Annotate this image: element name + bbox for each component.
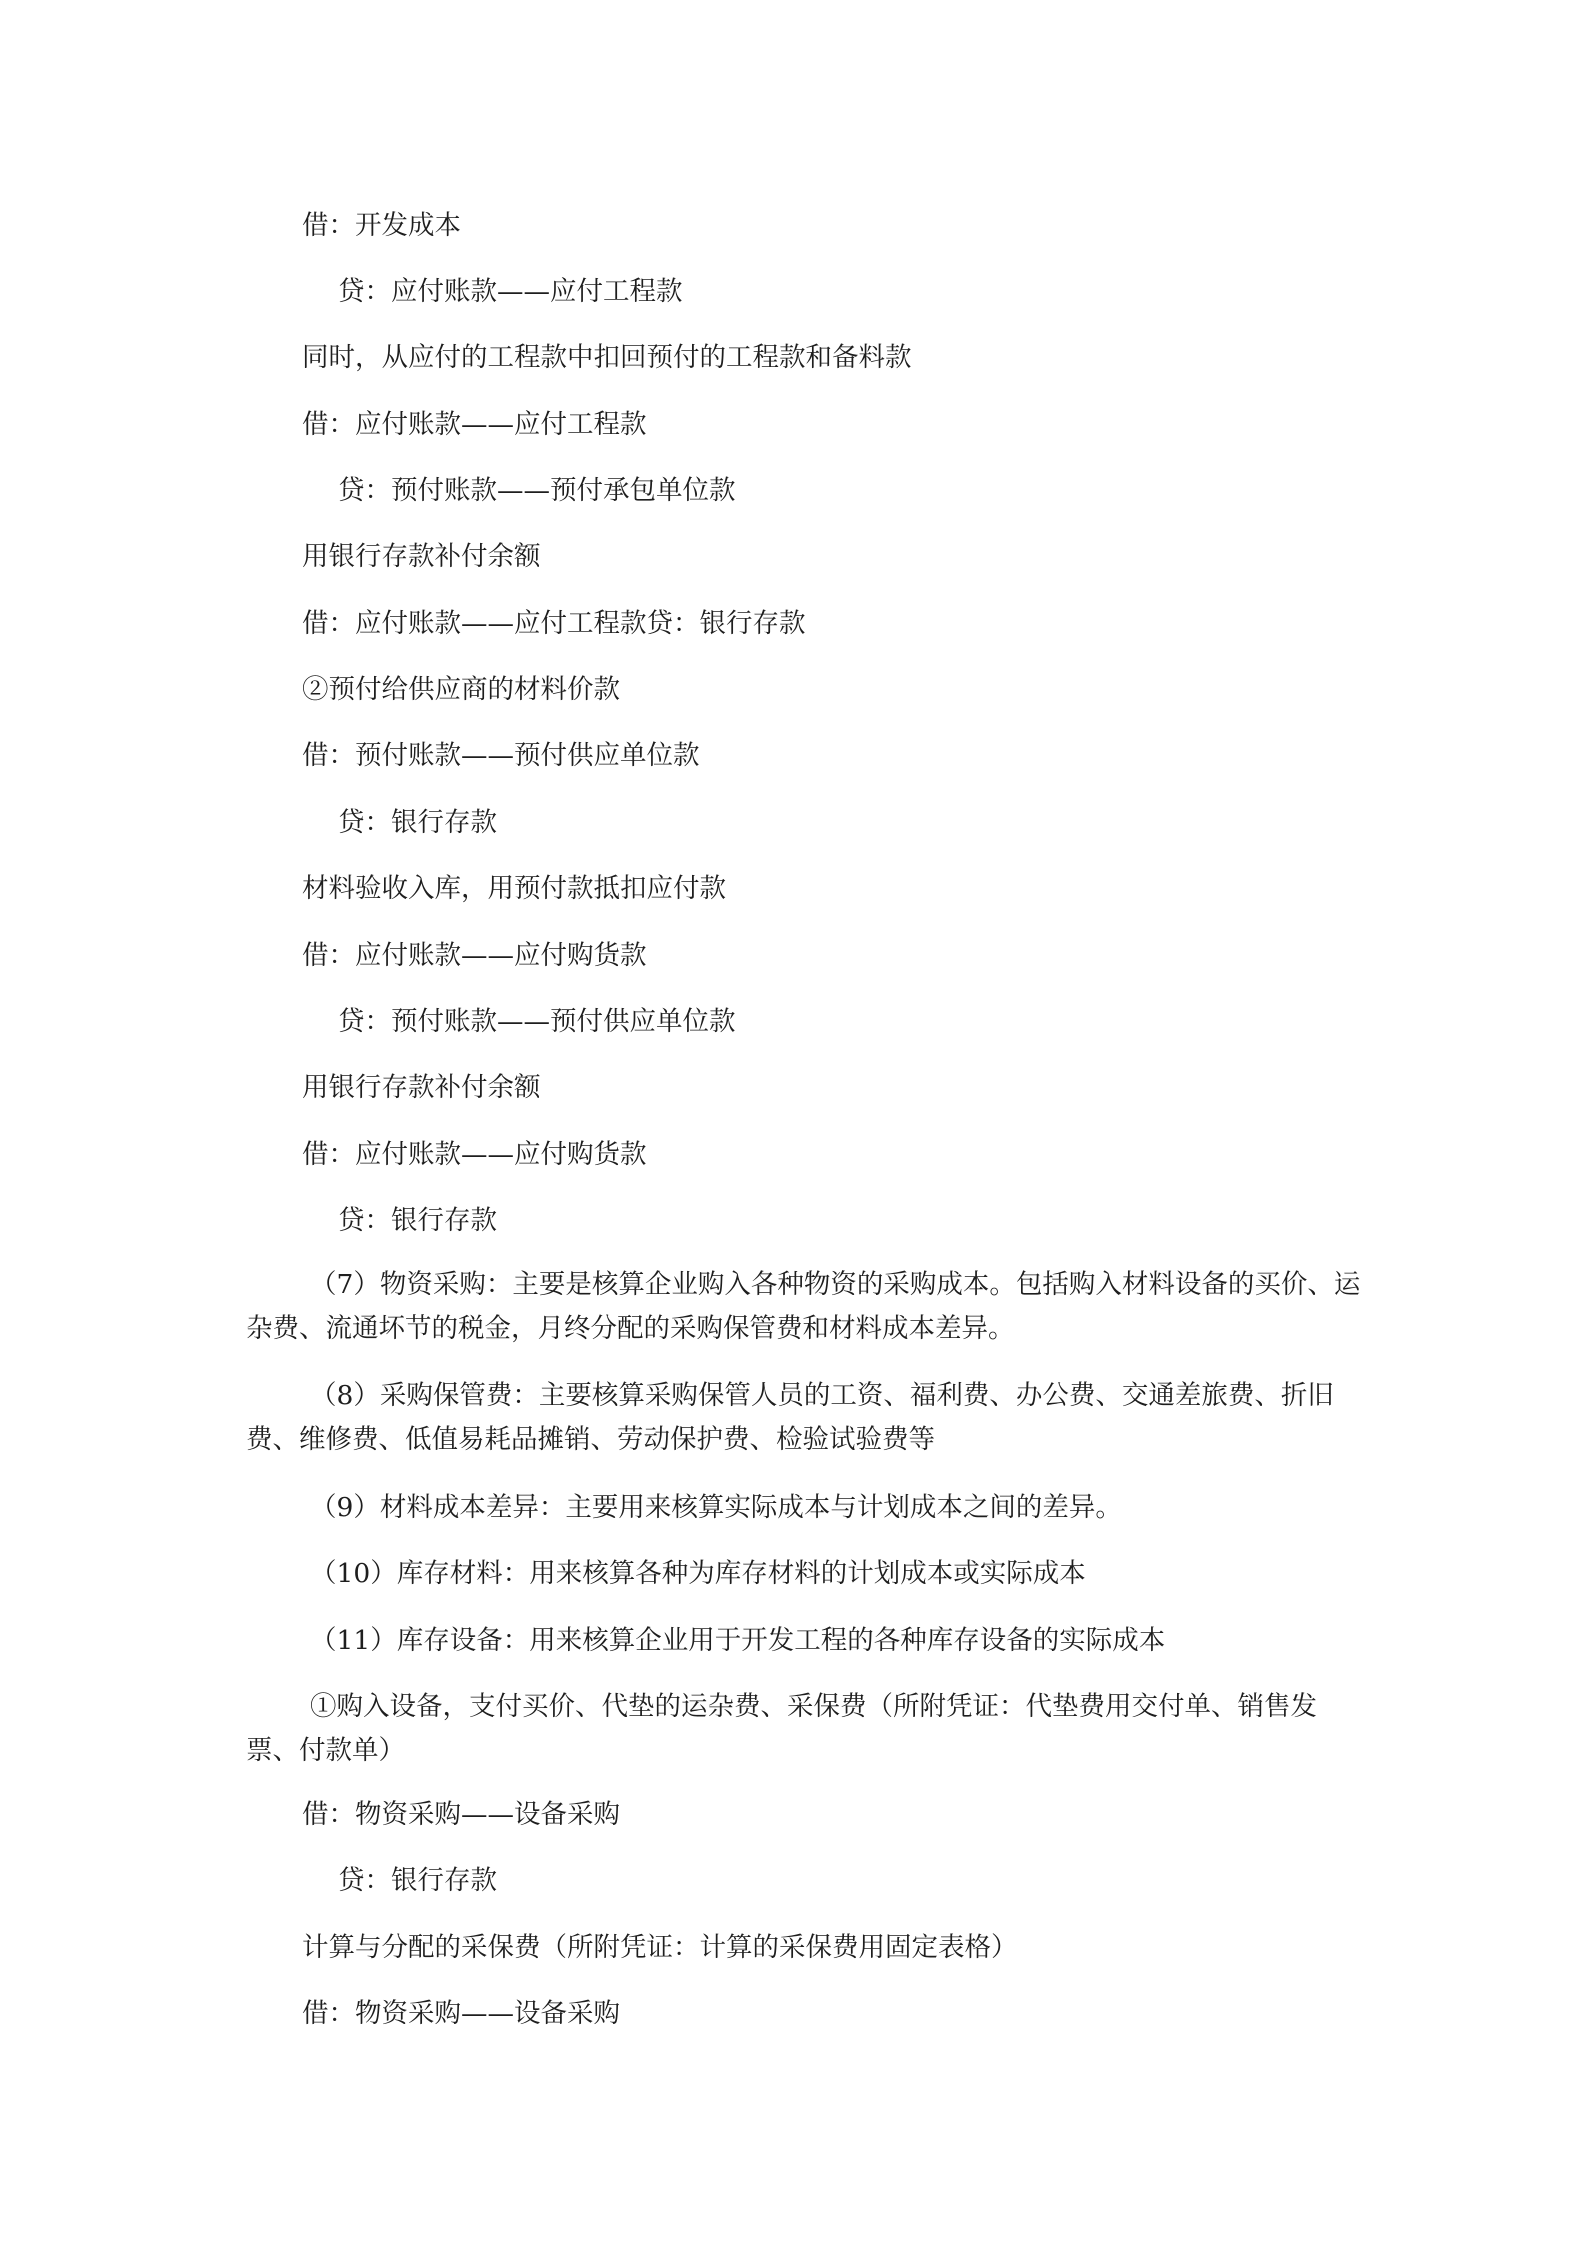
paragraph-item-11-1: ①购入设备，支付买价、代垫的运杂费、采保费（所附凭证：代垫费用交付单、销售发票、付款单） <box>246 1691 1317 1766</box>
entry-line: 贷：银行存款 <box>338 1205 497 1236</box>
entry-line: 用银行存款补付余额 <box>302 1072 541 1103</box>
entry-line: 贷：应付账款——应付工程款 <box>338 276 683 307</box>
entry-line: 借：应付账款——应付购货款 <box>302 1139 647 1170</box>
entry-line: 材料验收入库，用预付款抵扣应付款 <box>302 873 726 904</box>
entry-line: 用银行存款补付余额 <box>302 541 541 572</box>
entry-line: 贷：银行存款 <box>338 807 497 838</box>
entry-line: 借：开发成本 <box>302 210 461 241</box>
entry-line: 借：物资采购——设备采购 <box>302 1799 620 1830</box>
entry-line: 借：应付账款——应付购货款 <box>302 940 647 971</box>
entry-line: ②预付给供应商的材料价款 <box>302 674 620 705</box>
paragraph-item-8: （8）采购保管费：主要核算采购保管人员的工资、福利费、办公费、交通差旅费、折旧费、维修费、低值易耗品摊销、劳动保护费、检验试验费等 <box>246 1380 1334 1455</box>
entry-line: 借：应付账款——应付工程款 <box>302 409 647 440</box>
entry-line: 同时，从应付的工程款中扣回预付的工程款和备料款 <box>302 342 912 373</box>
entry-line: 贷：预付账款——预付供应单位款 <box>338 1006 736 1037</box>
paragraph-item-9: （9）材料成本差异：主要用来核算实际成本与计划成本之间的差异。 <box>310 1492 1122 1523</box>
paragraph-item-7: （7）物资采购：主要是核算企业购入各种物资的采购成本。包括购入材料设备的买价、运杂费、流通坏节的税金，月终分配的采购保管费和材料成本差异。 <box>246 1269 1361 1344</box>
entry-line: 贷：预付账款——预付承包单位款 <box>338 475 736 506</box>
entry-line: 贷：银行存款 <box>338 1865 497 1896</box>
entry-line: 借：应付账款——应付工程款贷：银行存款 <box>302 608 806 639</box>
paragraph-item-11: （11）库存设备：用来核算企业用于开发工程的各种库存设备的实际成本 <box>310 1625 1166 1656</box>
entry-line: 借：物资采购——设备采购 <box>302 1998 620 2029</box>
entry-line: 借：预付账款——预付供应单位款 <box>302 740 700 771</box>
paragraph-item-10: （10）库存材料：用来核算各种为库存材料的计划成本或实际成本 <box>310 1558 1086 1589</box>
entry-line: 计算与分配的采保费（所附凭证：计算的采保费用固定表格） <box>302 1932 1018 1963</box>
